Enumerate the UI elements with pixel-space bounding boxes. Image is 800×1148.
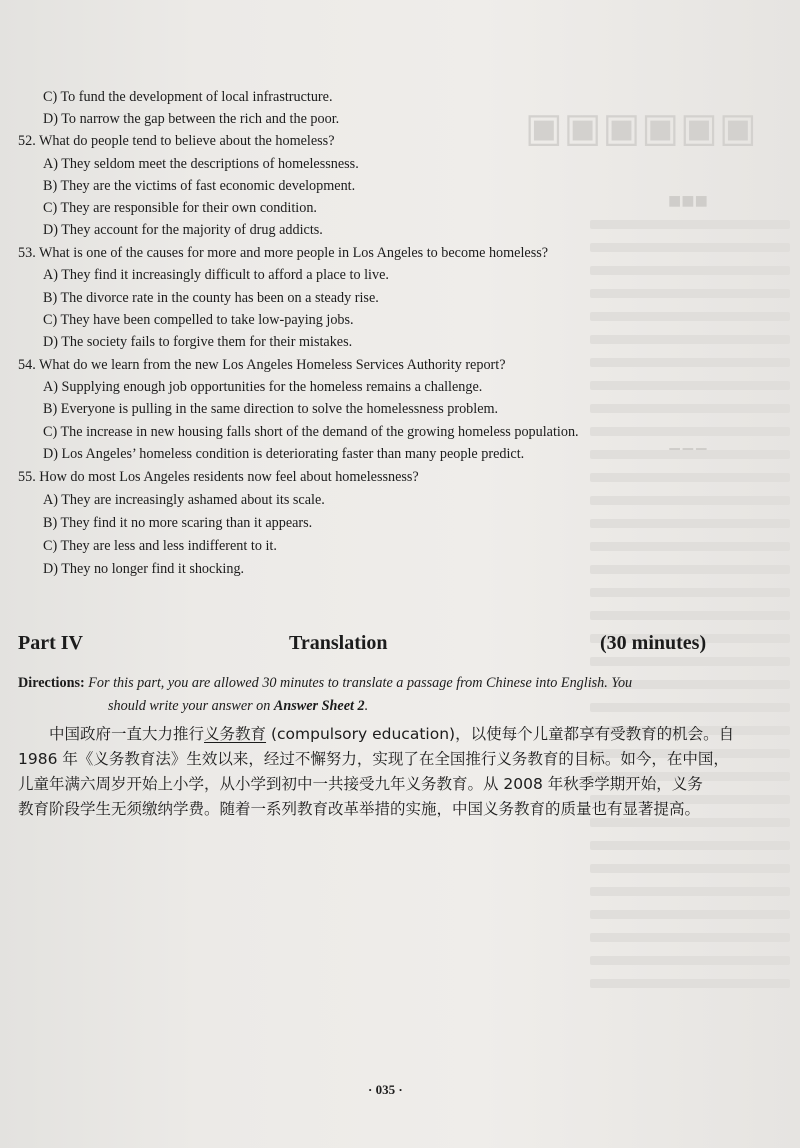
bleed-through-text: ▣▣▣▣▣▣ [525,105,758,150]
question-51-option-d: D) To narrow the gap between the rich and the poor. [43,111,340,127]
question-54-option-b: B) Everyone is pulling in the same direction to solve the homelessness problem. [43,401,499,417]
question-53-stem: 53. What is one of the causes for more and more people in Los Angeles to become homeless? [18,245,549,261]
answer-sheet-name: Answer Sheet 2 [273,698,365,714]
question-55-option-c: C) They are less and less indifferent to it. [43,538,277,554]
question-54-option-c: C) The increase in new housing falls short of the demand of the growing homeless population. [43,424,579,440]
part-time-limit: (30 minutes) [600,632,707,654]
passage-line-3: 儿童年满六周岁开始上小学，从小学到初中一共接受九年义务教育。从 2008 年秋季学期开始，义务 [18,775,703,793]
question-51-option-c: C) To fund the development of local infrastructure. [43,89,333,105]
part-title: Translation [289,632,388,654]
directions-line-1 [18,673,632,693]
question-55-option-a: A) They are increasingly ashamed about its scale. [43,492,325,508]
bleed-through-text: ■■■ [668,188,708,213]
directions-text-2: should write your answer on [108,698,274,714]
question-52-option-c: C) They are responsible for their own condition. [43,200,317,216]
question-53-option-d: D) The society fails to forgive them for their mistakes. [43,334,353,350]
passage-line-1 [18,722,734,747]
passage-line-2: 1986 年《义务教育法》生效以来，经过不懈努力，实现了在全国推行义务教育的目标。如今，在中国， [18,750,729,768]
question-52-option-d: D) They account for the majority of drug addicts. [43,222,323,238]
directions-text-1: For this part, you are allowed 30 minutes to translate a passage from Chinese into English. You [88,675,633,691]
directions-label: Directions: [18,675,85,691]
passage-underlined-term: 义务教育 [204,725,267,743]
question-54-stem: 54. What do we learn from the new Los Angeles Homeless Services Authority report? [18,357,506,373]
passage-text-1a: 中国政府一直大力推行 [49,725,205,743]
question-52-option-a: A) They seldom meet the descriptions of homelessness. [43,156,359,172]
passage-text-1b: (compulsory education)，以使每个儿童都享有受教育的机会。自 [266,725,735,743]
question-55-option-d: D) They no longer find it shocking. [43,561,245,577]
question-54-option-a: A) Supplying enough job opportunities for the homeless remains a challenge. [43,379,483,395]
question-52-stem: 52. What do people tend to believe about the homeless? [18,133,335,149]
question-53-option-a: A) They find it increasingly difficult to afford a place to live. [43,267,389,283]
directions-text-3: . [364,698,369,714]
question-55-stem: 55. How do most Los Angeles residents now feel about homelessness? [18,469,419,485]
question-52-option-b: B) They are the victims of fast economic development. [43,178,356,194]
passage-line-4: 教育阶段学生无须缴纳学费。随着一系列教育改革举措的实施，中国义务教育的质量也有显著提高。 [18,800,701,818]
question-53-option-c: C) They have been compelled to take low-paying jobs. [43,312,354,328]
question-55-option-b: B) They find it no more scaring than it appears. [43,515,313,531]
directions-line-2 [108,696,368,716]
page-number: · 035 · [368,1082,403,1097]
part-label: Part IV [18,632,83,654]
question-54-option-d: D) Los Angeles’ homeless condition is deteriorating faster than many people predict. [43,446,525,462]
question-53-option-b: B) The divorce rate in the county has been on a steady rise. [43,290,379,306]
